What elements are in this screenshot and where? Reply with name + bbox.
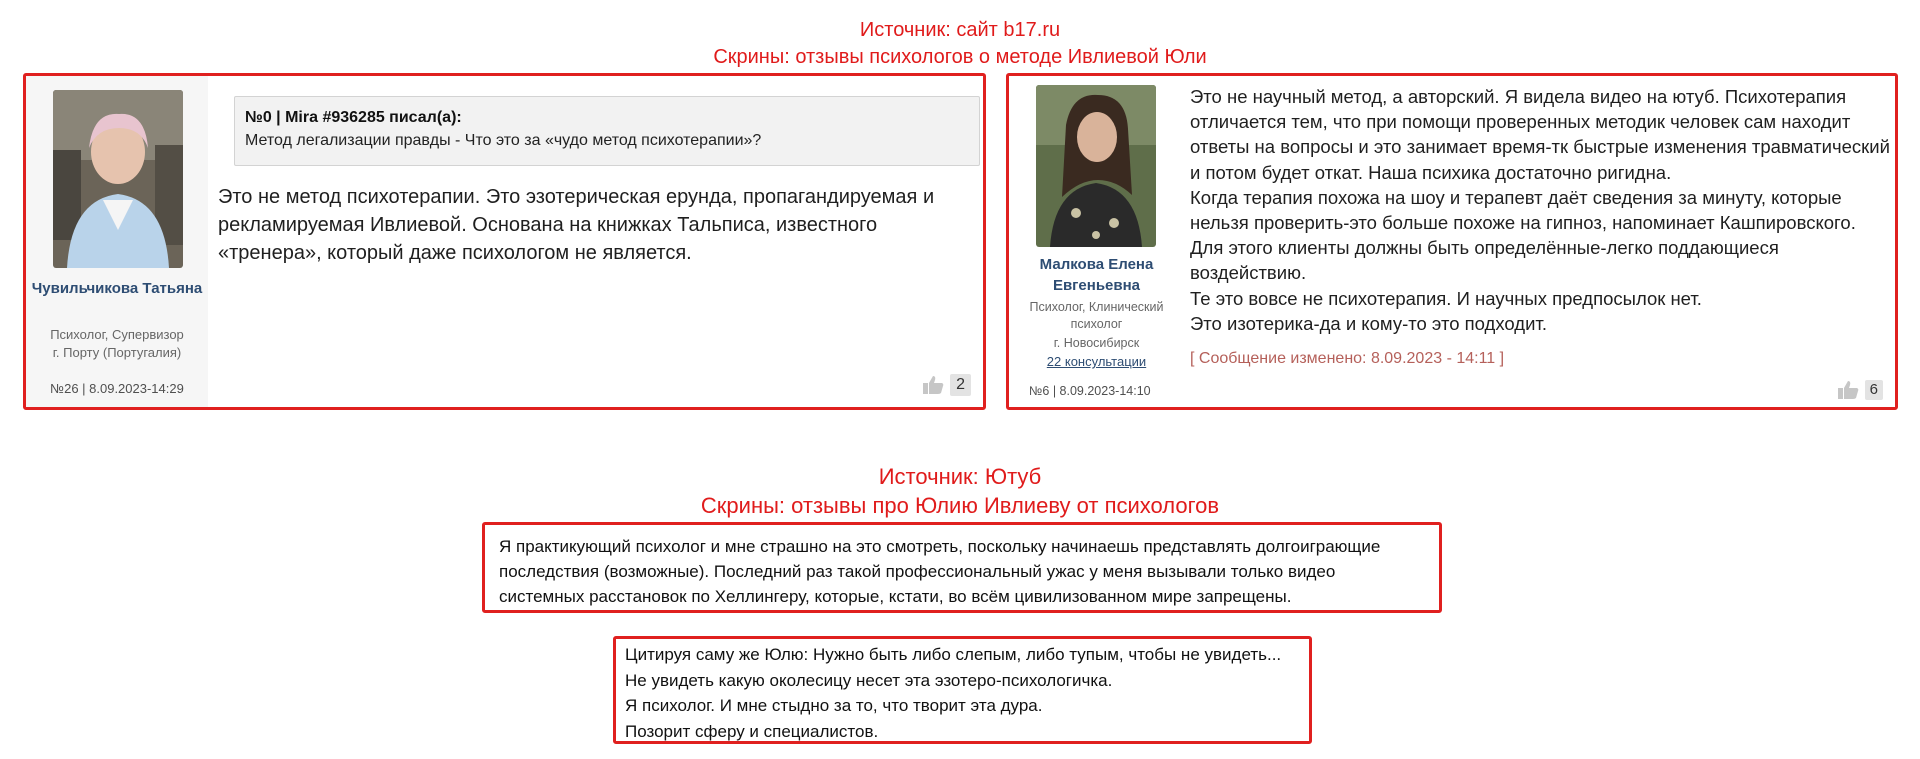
youtube-comment xyxy=(613,636,1312,744)
like-control[interactable] xyxy=(1837,380,1883,400)
author-role: Психолог, Клинический психолог xyxy=(1029,300,1164,331)
post-paragraph: Когда терапия похожа на шоу и терапевт даёт сведения за минуту, которые нельзя проверить-это больше похоже на гипноз, напоминает Кашпировского. Для этого клиенты должны быть определённые-легко поддающиеся воздействию. xyxy=(1190,186,1856,284)
author-panel xyxy=(26,76,208,407)
post-paragraph: Это изотерика-да и кому-то это подходит. xyxy=(1190,312,1547,334)
like-count: 2 xyxy=(950,374,971,396)
consultations-link[interactable]: 22 консультации xyxy=(1046,354,1147,369)
screens-caption-b17: Скрины: отзывы психологов о методе Ивлиевой Юли xyxy=(713,46,1207,68)
post-body xyxy=(1190,84,1890,336)
comment-line: Позорит сферу и специалистов. xyxy=(625,721,879,741)
thumbs-up-icon[interactable] xyxy=(1837,380,1859,400)
comment-text xyxy=(625,642,1300,744)
comment-line: Не увидеть какую околесицу несет эта эзотеро-психологичка. xyxy=(625,670,1113,690)
post-paragraph: Это не научный метод, а авторский. Я видела видео на ютуб. Психотерапия отличается тем, что при помощи проверенных методик человек сам находит ответы на вопросы и это занимает время-тк быстрые изменения травматический и потом будет откат. Наша психика достаточно ригидна. xyxy=(1190,86,1890,183)
like-control[interactable] xyxy=(922,374,971,396)
author-name[interactable]: Малкова Елена Евгеньевна xyxy=(1039,256,1154,294)
post-paragraph: Те это вовсе не психотерапия. И научных предпосылок нет. xyxy=(1190,287,1702,309)
avatar[interactable] xyxy=(1036,85,1156,247)
author-role xyxy=(26,326,208,362)
post-number-timestamp[interactable]: №6 | 8.09.2023-14:10 xyxy=(1029,384,1151,398)
edited-note: [ Сообщение изменено: 8.09.2023 - 14:11 ] xyxy=(1190,350,1505,367)
header-youtube xyxy=(0,462,1920,520)
author-role-text: Психолог, Супервизор xyxy=(50,327,184,342)
quote-header: №0 | Mira #936285 писал(а): xyxy=(245,109,462,126)
quote-text: Метод легализации правды - Что это за «чудо метод психотерапии»? xyxy=(245,132,762,149)
comment-line: Я психолог. И мне стыдно за то, что творит эта дура. xyxy=(625,696,1043,715)
screens-caption-youtube: Скрины: отзывы про Юлию Ивлиеву от психологов xyxy=(700,493,1220,518)
header-top xyxy=(0,17,1920,71)
quoted-message xyxy=(234,96,980,166)
post-body: Это не метод психотерапии. Это эзотерическая ерунда, пропагандируемая и рекламируемая Ивлиевой. Основана на книжках Тальписа, известного «тренера», который даже психологом не является. xyxy=(218,186,935,264)
forum-post-card xyxy=(1006,73,1898,410)
source-label-b17: Источник: сайт b17.ru xyxy=(859,19,1061,41)
youtube-comment xyxy=(482,522,1442,613)
thumbs-up-icon[interactable] xyxy=(922,375,944,395)
comment-line: Цитируя саму же Юлю: Нужно быть либо слепым, либо тупым, чтобы не увидеть... xyxy=(625,645,1282,664)
comment-text: Я практикующий психолог и мне страшно на это смотреть, поскольку начинаешь представлять долгоиграющие последствия (возможные). Последний раз такой профессиональный ужас у меня вызывали только видео системных расстановок по Хеллингеру, которые, кстати, во всём цивилизованном мире запрещены. xyxy=(499,537,1381,606)
source-label-youtube: Источник: Ютуб xyxy=(878,464,1042,489)
author-name[interactable]: Чувильчикова Татьяна xyxy=(31,280,203,297)
like-count: 6 xyxy=(1865,380,1883,400)
post-number-timestamp[interactable]: №26 | 8.09.2023-14:29 xyxy=(50,381,184,396)
author-city: г. Порту (Португалия) xyxy=(52,345,182,360)
author-city: г. Новосибирск xyxy=(1053,336,1140,350)
forum-post-card xyxy=(23,73,986,410)
author-panel xyxy=(1009,76,1179,407)
avatar[interactable] xyxy=(53,90,183,268)
